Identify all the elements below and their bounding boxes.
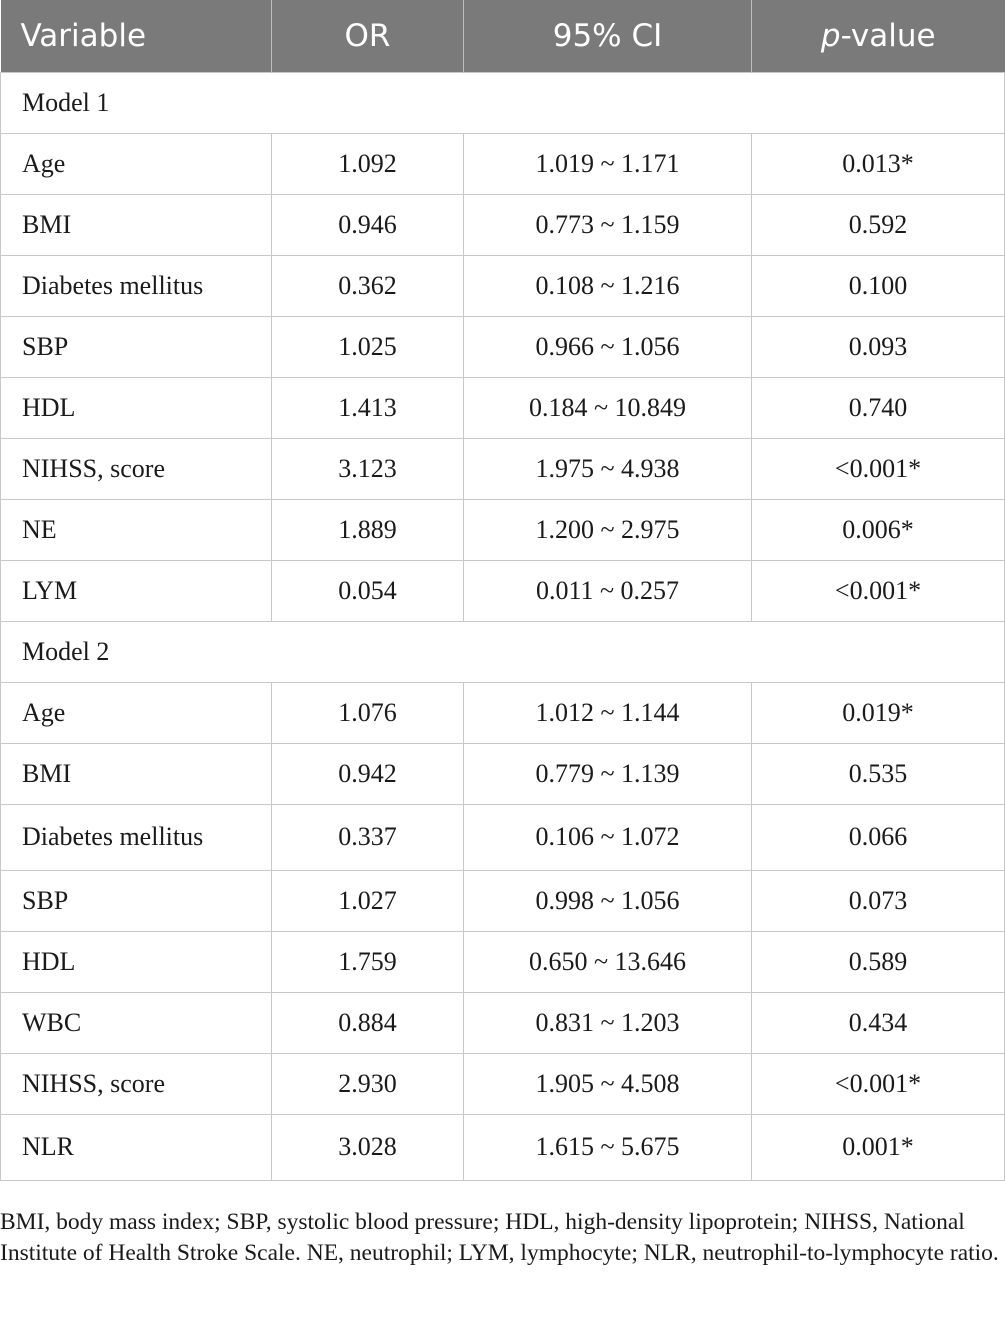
cell-ci: 1.615 ~ 5.675 <box>464 1114 752 1180</box>
table-row <box>1 1053 1005 1114</box>
cell-variable: Diabetes mellitus <box>1 804 272 870</box>
cell-ci: 0.831 ~ 1.203 <box>464 992 752 1053</box>
cell-ci: 0.011 ~ 0.257 <box>464 560 752 621</box>
cell-variable: NIHSS, score <box>1 1053 272 1114</box>
cell-or: 3.123 <box>272 438 464 499</box>
table-row <box>1 1114 1005 1180</box>
cell-ci: 0.184 ~ 10.849 <box>464 377 752 438</box>
cell-variable: Age <box>1 133 272 194</box>
cell-p-value: 0.434 <box>752 992 1005 1053</box>
cell-p-value: 0.740 <box>752 377 1005 438</box>
cell-or: 0.942 <box>272 743 464 804</box>
header-p-value <box>752 0 1005 72</box>
cell-variable: BMI <box>1 743 272 804</box>
table-row <box>1 499 1005 560</box>
cell-p-value: <0.001* <box>752 560 1005 621</box>
cell-or: 0.946 <box>272 194 464 255</box>
cell-or: 1.759 <box>272 931 464 992</box>
cell-or: 1.413 <box>272 377 464 438</box>
table-footnote: BMI, body mass index; SBP, systolic blood pressure; HDL, high-density lipoprotein; NIHSS, National Institute of Health Stroke Scale. NE, neutrophil; LYM, lymphocyte; NLR, neutrophil-to-lymphocyte ratio. <box>0 1209 999 1266</box>
cell-variable: HDL <box>1 931 272 992</box>
model-group-row <box>1 621 1005 682</box>
cell-p-value: 0.535 <box>752 743 1005 804</box>
table-header <box>1 0 1005 72</box>
header-p-rest: -value <box>840 17 936 54</box>
cell-ci: 0.998 ~ 1.056 <box>464 870 752 931</box>
cell-variable: LYM <box>1 560 272 621</box>
table-row <box>1 438 1005 499</box>
cell-variable: BMI <box>1 194 272 255</box>
cell-ci: 0.966 ~ 1.056 <box>464 316 752 377</box>
cell-p-value: 0.592 <box>752 194 1005 255</box>
cell-p-value: <0.001* <box>752 438 1005 499</box>
cell-ci: 1.019 ~ 1.171 <box>464 133 752 194</box>
table-row <box>1 931 1005 992</box>
cell-p-value: 0.066 <box>752 804 1005 870</box>
cell-variable: SBP <box>1 870 272 931</box>
cell-variable: HDL <box>1 377 272 438</box>
table-row <box>1 870 1005 931</box>
table-row <box>1 992 1005 1053</box>
table-body <box>1 72 1005 1180</box>
cell-or: 1.889 <box>272 499 464 560</box>
cell-or: 1.092 <box>272 133 464 194</box>
cell-ci: 0.106 ~ 1.072 <box>464 804 752 870</box>
table-row <box>1 377 1005 438</box>
model-label: Model 1 <box>1 72 1005 133</box>
cell-ci: 0.108 ~ 1.216 <box>464 255 752 316</box>
cell-variable: WBC <box>1 992 272 1053</box>
header-p-italic: p <box>820 17 841 54</box>
cell-ci: 0.779 ~ 1.139 <box>464 743 752 804</box>
cell-ci: 1.975 ~ 4.938 <box>464 438 752 499</box>
cell-variable: SBP <box>1 316 272 377</box>
cell-ci: 0.650 ~ 13.646 <box>464 931 752 992</box>
table-row <box>1 255 1005 316</box>
header-or: OR <box>272 0 464 72</box>
model-group-row <box>1 72 1005 133</box>
cell-or: 0.337 <box>272 804 464 870</box>
cell-p-value: 0.001* <box>752 1114 1005 1180</box>
cell-or: 1.076 <box>272 682 464 743</box>
cell-p-value: 0.589 <box>752 931 1005 992</box>
cell-variable: NIHSS, score <box>1 438 272 499</box>
table-row <box>1 804 1005 870</box>
cell-variable: Age <box>1 682 272 743</box>
table-row <box>1 560 1005 621</box>
cell-or: 0.884 <box>272 992 464 1053</box>
cell-ci: 1.012 ~ 1.144 <box>464 682 752 743</box>
cell-or: 0.054 <box>272 560 464 621</box>
header-row <box>1 0 1005 72</box>
cell-variable: NE <box>1 499 272 560</box>
cell-p-value: 0.006* <box>752 499 1005 560</box>
cell-ci: 1.905 ~ 4.508 <box>464 1053 752 1114</box>
cell-p-value: 0.100 <box>752 255 1005 316</box>
table-row <box>1 194 1005 255</box>
cell-p-value: 0.093 <box>752 316 1005 377</box>
cell-p-value: 0.073 <box>752 870 1005 931</box>
cell-or: 3.028 <box>272 1114 464 1180</box>
cell-p-value: <0.001* <box>752 1053 1005 1114</box>
cell-p-value: 0.019* <box>752 682 1005 743</box>
cell-or: 1.025 <box>272 316 464 377</box>
cell-p-value: 0.013* <box>752 133 1005 194</box>
cell-variable: NLR <box>1 1114 272 1180</box>
table-row <box>1 743 1005 804</box>
table-row <box>1 682 1005 743</box>
table-row <box>1 133 1005 194</box>
cell-or: 0.362 <box>272 255 464 316</box>
header-variable: Variable <box>1 0 272 72</box>
cell-or: 2.930 <box>272 1053 464 1114</box>
table-row <box>1 316 1005 377</box>
cell-ci: 1.200 ~ 2.975 <box>464 499 752 560</box>
cell-variable: Diabetes mellitus <box>1 255 272 316</box>
cell-or: 1.027 <box>272 870 464 931</box>
cell-ci: 0.773 ~ 1.159 <box>464 194 752 255</box>
header-ci: 95% CI <box>464 0 752 72</box>
model-label: Model 2 <box>1 621 1005 682</box>
